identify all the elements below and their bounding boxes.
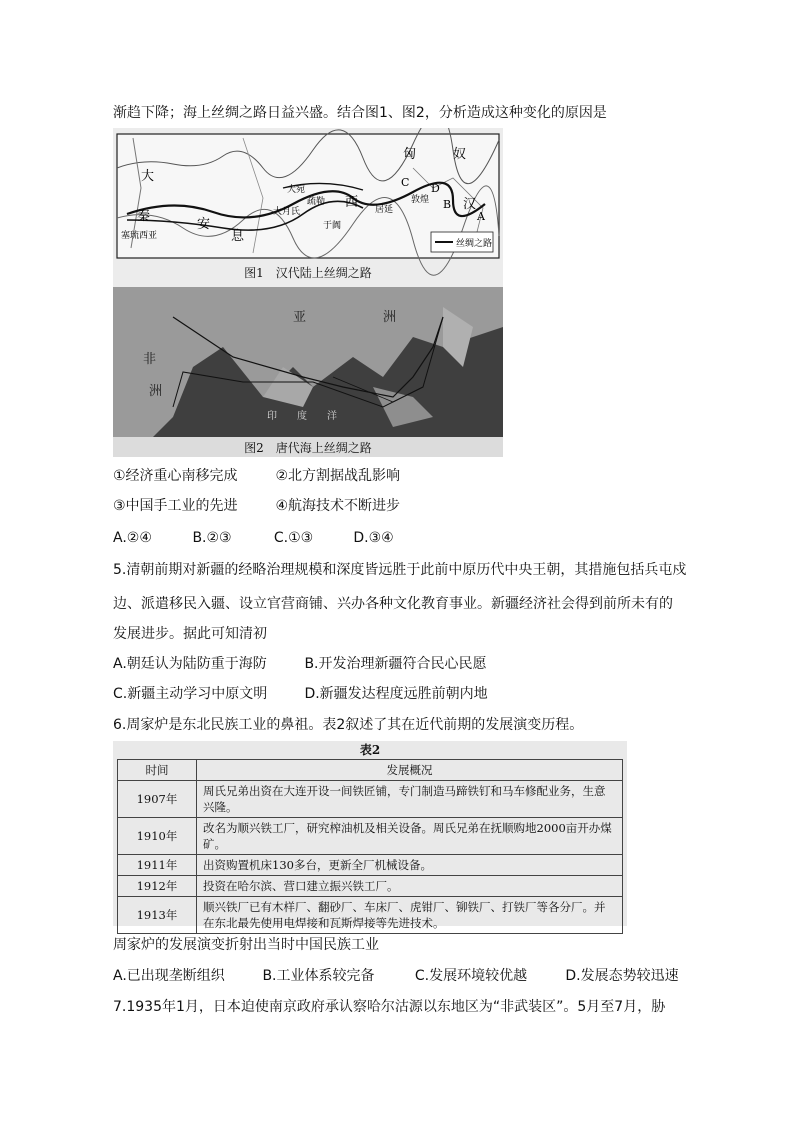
figure-1-map	[113, 128, 503, 288]
header-time: 时间	[118, 760, 197, 781]
statement-1: ①经济重心南移完成	[113, 468, 238, 484]
table-row	[118, 855, 623, 876]
q5-line-3: 发展进步。据此可知清初	[113, 626, 267, 642]
q4-option-a[interactable]: A.②④	[113, 530, 152, 546]
row-year: 1911年	[118, 855, 197, 876]
label-xi: 息	[231, 229, 245, 244]
label-c: C	[401, 176, 410, 189]
q5-option-a[interactable]: A.朝廷认为陆防重于海防	[113, 656, 267, 672]
row-year: 1913年	[118, 897, 197, 934]
label-ya: 亚	[293, 310, 307, 325]
label-yang: 洋	[327, 411, 337, 422]
q4-choices	[113, 528, 394, 548]
row-text: 改名为顺兴铁工厂，研究榨油机及相关设备。周氏兄弟在抚顺购地2000亩开办煤矿。	[197, 818, 623, 855]
label-han: 汉	[463, 197, 477, 212]
q5-line-2: 边、派遣移民入疆、设立官营商铺、兴办各种文化教育事业。新疆经济社会得到前所未有的	[113, 596, 673, 612]
row-year: 1912年	[118, 876, 197, 897]
development-table	[117, 759, 623, 934]
figure-2-caption: 图2 唐代海上丝绸之路	[244, 441, 372, 455]
q5-option-b[interactable]: B.开发治理新疆符合民心民愿	[304, 656, 487, 672]
q4-option-b[interactable]: B.②③	[192, 530, 232, 546]
figure-2-map	[113, 287, 503, 457]
label-xiongnu-1: 匈	[403, 147, 417, 162]
label-yutian: 于阗	[323, 221, 342, 231]
statement-2: ②北方割据战乱影响	[275, 468, 401, 484]
silk-road-sea-map	[113, 287, 503, 457]
label-fei: 非	[143, 352, 157, 367]
label-yin: 印	[267, 411, 277, 422]
statement-4: ④航海技术不断进步	[275, 498, 401, 514]
q4-statements-row-2	[113, 496, 400, 516]
label-zhou-asia: 洲	[383, 310, 397, 325]
label-an: 安	[197, 217, 211, 232]
q6-option-c[interactable]: C.发展环境较优越	[414, 968, 528, 984]
q5-choices-row-2	[113, 684, 488, 704]
q6-option-d[interactable]: D.发展态势较迅速	[565, 968, 679, 984]
q5-option-d[interactable]: D.新疆发达程度远胜前朝内地	[304, 686, 488, 702]
row-text: 出资购置机床130多台，更新全厂机械设备。	[197, 855, 623, 876]
table-2	[113, 741, 627, 930]
q6-choices	[113, 966, 679, 986]
table-header-row	[118, 760, 623, 781]
figure-1-caption: 图1 汉代陆上丝绸之路	[244, 266, 372, 280]
q6-stem: 6.周家炉是东北民族工业的鼻祖。表2叙述了其在近代前期的发展演变历程。	[113, 717, 584, 733]
label-da: 大	[141, 169, 155, 184]
table-row	[118, 781, 623, 818]
table-row	[118, 876, 623, 897]
label-a: A	[477, 210, 485, 223]
q7-line-1: 7.1935年1月，日本迫使南京政府承认察哈尔沽源以东地区为“非武装区”。5月至7月，胁	[113, 999, 666, 1015]
row-text: 顺兴铁厂已有木样厂、翻砂厂、车床厂、虎钳厂、铆铁厂、打铁厂等各分厂。并在东北最先使用电焊接和瓦斯焊接等先进技术。	[197, 897, 623, 934]
q6-option-b[interactable]: B.工业体系较完备	[262, 968, 375, 984]
q6-after: 周家炉的发展演变折射出当时中国民族工业	[113, 937, 379, 953]
label-juyan: 居延	[375, 205, 394, 215]
q4-statements-row-1	[113, 466, 400, 486]
statement-3: ③中国手工业的先进	[113, 498, 238, 514]
table-row	[118, 897, 623, 934]
label-dunhuang: 敦煌	[411, 195, 430, 205]
label-xiongnu-2: 奴	[453, 147, 467, 162]
row-text: 周氏兄弟出资在大连开设一间铁匠铺，专门制造马蹄铁钉和马车修配业务，生意兴隆。	[197, 781, 623, 818]
label-zhou-africa: 洲	[149, 384, 163, 399]
label-dayuan: 大宛	[287, 185, 306, 195]
label-shule: 疏勒	[307, 197, 326, 207]
label-du: 度	[297, 411, 307, 422]
row-year: 1910年	[118, 818, 197, 855]
label-yuezhi: 大月氏	[273, 207, 301, 217]
label-xi-region: 西	[345, 195, 359, 210]
label-qin: 秦	[137, 209, 151, 224]
q5-option-c[interactable]: C.新疆主动学习中原文明	[113, 686, 268, 702]
header-desc: 发展概况	[197, 760, 623, 781]
legend-silk-road: 丝绸之路	[456, 239, 493, 249]
q6-option-a[interactable]: A.已出现垄断组织	[113, 968, 225, 984]
q5-line-1: 5.清朝前期对新疆的经略治理规模和深度皆远胜于此前中原历代中央王朝，其措施包括兵屯戍	[113, 562, 687, 578]
q4-option-c[interactable]: C.①③	[273, 530, 314, 546]
q5-choices-row-1	[113, 654, 487, 674]
row-text: 投资在哈尔滨、营口建立振兴铁工厂。	[197, 876, 623, 897]
intro-line: 渐趋下降；海上丝绸之路日益兴盛。结合图1、图2，分析造成这种变化的原因是	[113, 105, 607, 121]
label-b: B	[443, 198, 452, 211]
table-row	[118, 818, 623, 855]
q4-option-d[interactable]: D.③④	[353, 530, 394, 546]
label-seleucia: 塞琉西亚	[121, 231, 158, 241]
table-2-title: 表2	[359, 743, 381, 757]
row-year: 1907年	[118, 781, 197, 818]
label-d: D	[431, 182, 440, 195]
